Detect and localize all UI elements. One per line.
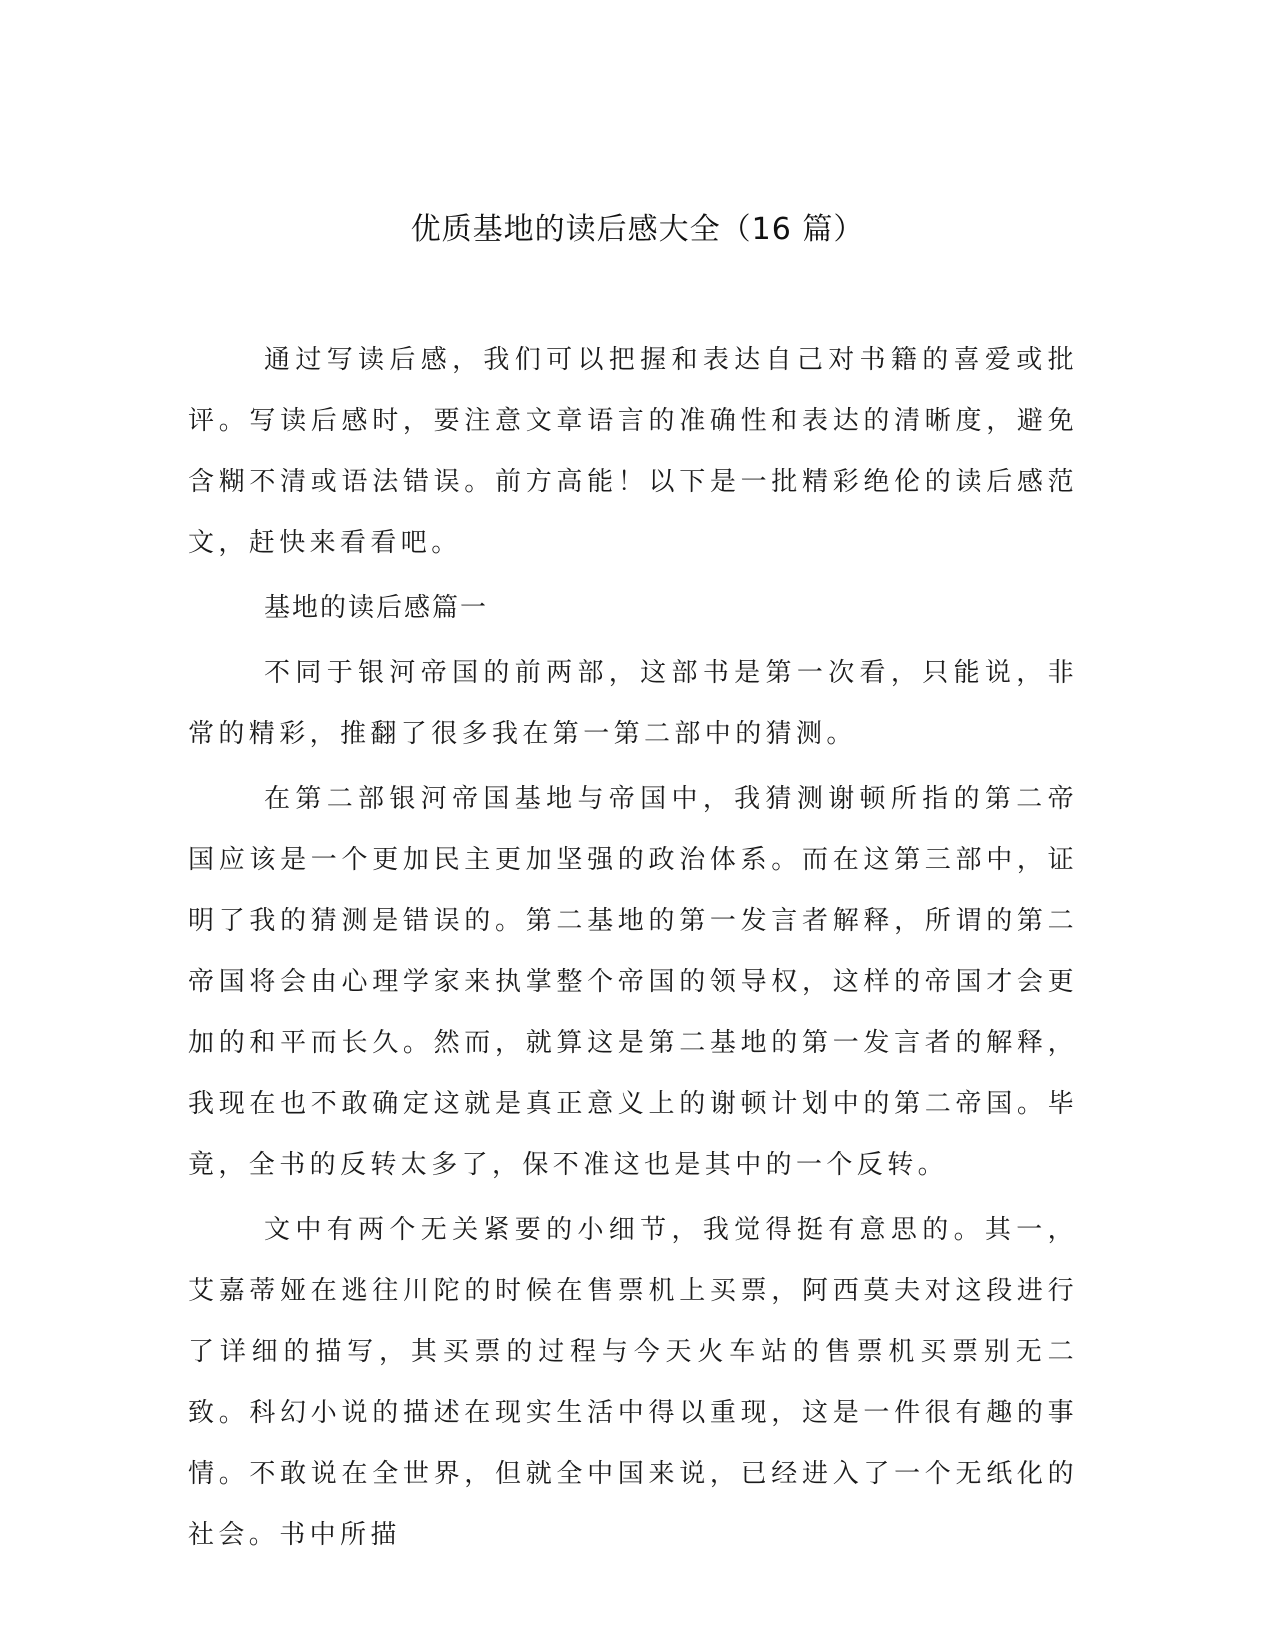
- paragraph-1: 不同于银河帝国的前两部，这部书是第一次看，只能说，非常的精彩，推翻了很多我在第一第二部中的猜测。: [188, 658, 1078, 749]
- paragraph-intro: 通过写读后感，我们可以把握和表达自己对书籍的喜爱或批评。写读后感时，要注意文章语言的准确性和表达的清晰度，避免含糊不清或语法错误。前方高能！以下是一批精彩绝伦的读后感范文，赶快来看看吧。: [188, 345, 1078, 558]
- document-title: 优质基地的读后感大全（16 篇）: [410, 212, 865, 247]
- document-body: [188, 330, 1078, 1570]
- paragraph-2: 在第二部银河帝国基地与帝国中，我猜测谢顿所指的第二帝国应该是一个更加民主更加坚强的政治体系。而在这第三部中，证明了我的猜测是错误的。第二基地的第一发言者解释，所谓的第二帝国将会由心理学家来执掌整个帝国的领导权，这样的帝国才会更加的和平而长久。然而，就算这是第二基地的第一发言者的解释，我现在也不敢确定这就是真正意义上的谢顿计划中的第二帝国。毕竟，全书的反转太多了，保不准这也是其中的一个反转。: [188, 784, 1078, 1180]
- paragraph-3: 文中有两个无关紧要的小细节，我觉得挺有意思的。其一，艾嘉蒂娅在逃往川陀的时候在售票机上买票，阿西莫夫对这段进行了详细的描写，其买票的过程与今天火车站的售票机买票别无二致。科幻小说的描述在现实生活中得以重现，这是一件很有趣的事情。不敢说在全世界，但就全中国来说，已经进入了一个无纸化的社会。书中所描: [188, 1215, 1078, 1550]
- section-heading: 基地的读后感篇一: [264, 593, 489, 623]
